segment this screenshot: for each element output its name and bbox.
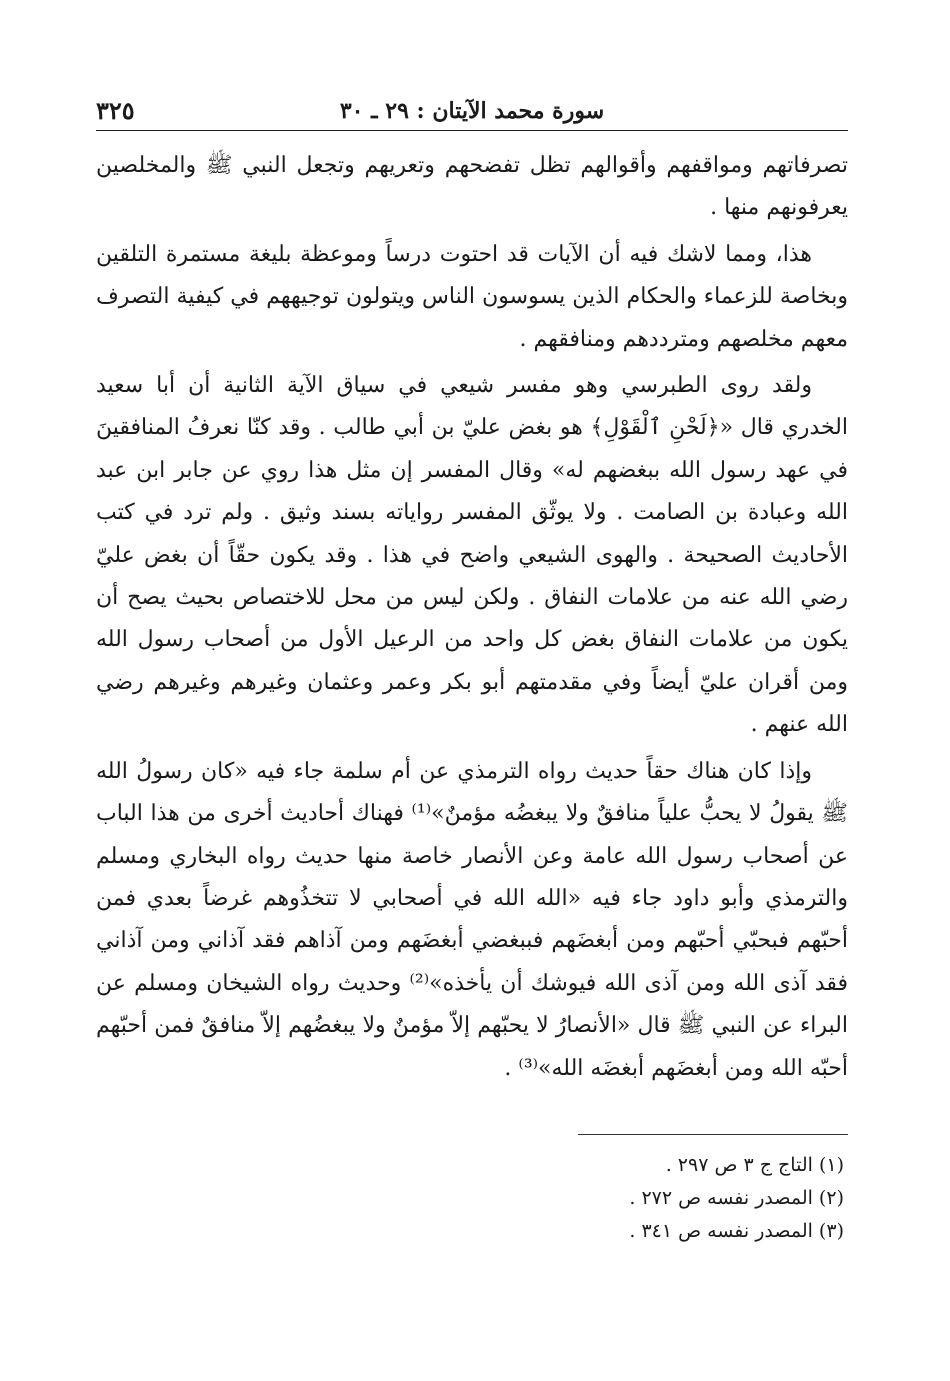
main-text	[96, 145, 848, 1090]
footnote-separator	[578, 1134, 848, 1135]
paragraph: ولقد روى الطبرسي وهو مفسر شيعي في سياق الآية الثانية أن أبا سعيد الخدري قال «﴿لَحْنِ ٱلْقَوْلِ﴾ هو بغض عليّ بن أبي طالب . وقد كنّا نعرفُ المنافقينَ في عهد رسول الله ببغضهم له» وقال المفسر إن مثل هذا روي عن جابر ابن عبد الله وعبادة بن الصامت . ولا يوثّق المفسر رواياته بسند وثيق . ولم ترد في كتب الأحاديث الصحيحة . والهوى الشيعي واضح في هذا . وقد يكون حقّاً أن بغض عليّ رضي الله عنه من علامات النفاق . ولكن ليس من محل للاختصاص بحيث يصح أن يكون من علامات النفاق بغض كل واحد من الرعيل الأول من أصحاب رسول الله ومن أقران عليّ أيضاً وفي مقدمتهم أبو بكر وعمر وعثمان وغيرهم وغيرهم رضي الله عنهم .	[96, 373, 848, 738]
book-page	[96, 92, 848, 1248]
running-header	[96, 92, 848, 131]
footnote-item: (١) التاج ج ٣ ص ٢٩٧ .	[665, 1153, 844, 1176]
paragraph: هذا، ومما لاشك فيه أن الآيات قد احتوت درساً وموعظة بليغة مستمرة التلقين وبخاصة للزعماء والحكام الذين يسوسون الناس ويتولون توجيههم في كيفية التصرف معهم مخلصهم ومترددهم ومنافقهم .	[96, 241, 848, 352]
paragraph-continuation: تصرفاتهم ومواقفهم وأقوالهم تظل تفضحهم وتعريهم وتجعل النبي ﷺ والمخلصين يعرفونهم منها .	[96, 153, 848, 221]
footnotes	[96, 1149, 848, 1248]
footnote-item: (٣) المصدر نفسه ص ٣٤١ .	[629, 1219, 844, 1242]
page-number: ٣٢٥	[96, 96, 135, 125]
paragraph: وإذا كان هناك حقاً حديث رواه الترمذي عن أم سلمة جاء فيه «كان رسولُ الله ﷺ يقولُ لا يحبُّ علياً منافقٌ ولا يبغضُه مؤمنٌ»⁽¹⁾ فهناك أحاديث أخرى من هذا الباب عن أصحاب رسول الله عامة وعن الأنصار خاصة منها حديث رواه البخاري ومسلم والترمذي وأبو داود جاء فيه «الله الله في أصحابي لا تتخذُوهم غرضاً بعدي فمن أحبّهم فبحبّي أحبّهم ومن أبغضَهم فببغضي أبغضَهم ومن آذاهم فقد آذاني ومن آذاني فقد آذى الله ومن آذى الله فيوشك أن يأخذه»⁽²⁾ وحديث رواه الشيخان ومسلم عن البراء عن النبي ﷺ قال «الأنصارُ لا يحبّهم إلاّ مؤمنٌ ولا يبغضُهم إلاّ منافقٌ فمن أحبّهم أحبّه الله ومن أبغضَهم أبغضَه الله»⁽³⁾ .	[96, 758, 848, 1081]
chapter-title: سورة محمد الآيتان : ٢٩ ـ ٣٠	[339, 98, 605, 124]
footnote-item: (٢) المصدر نفسه ص ٢٧٢ .	[629, 1186, 844, 1209]
